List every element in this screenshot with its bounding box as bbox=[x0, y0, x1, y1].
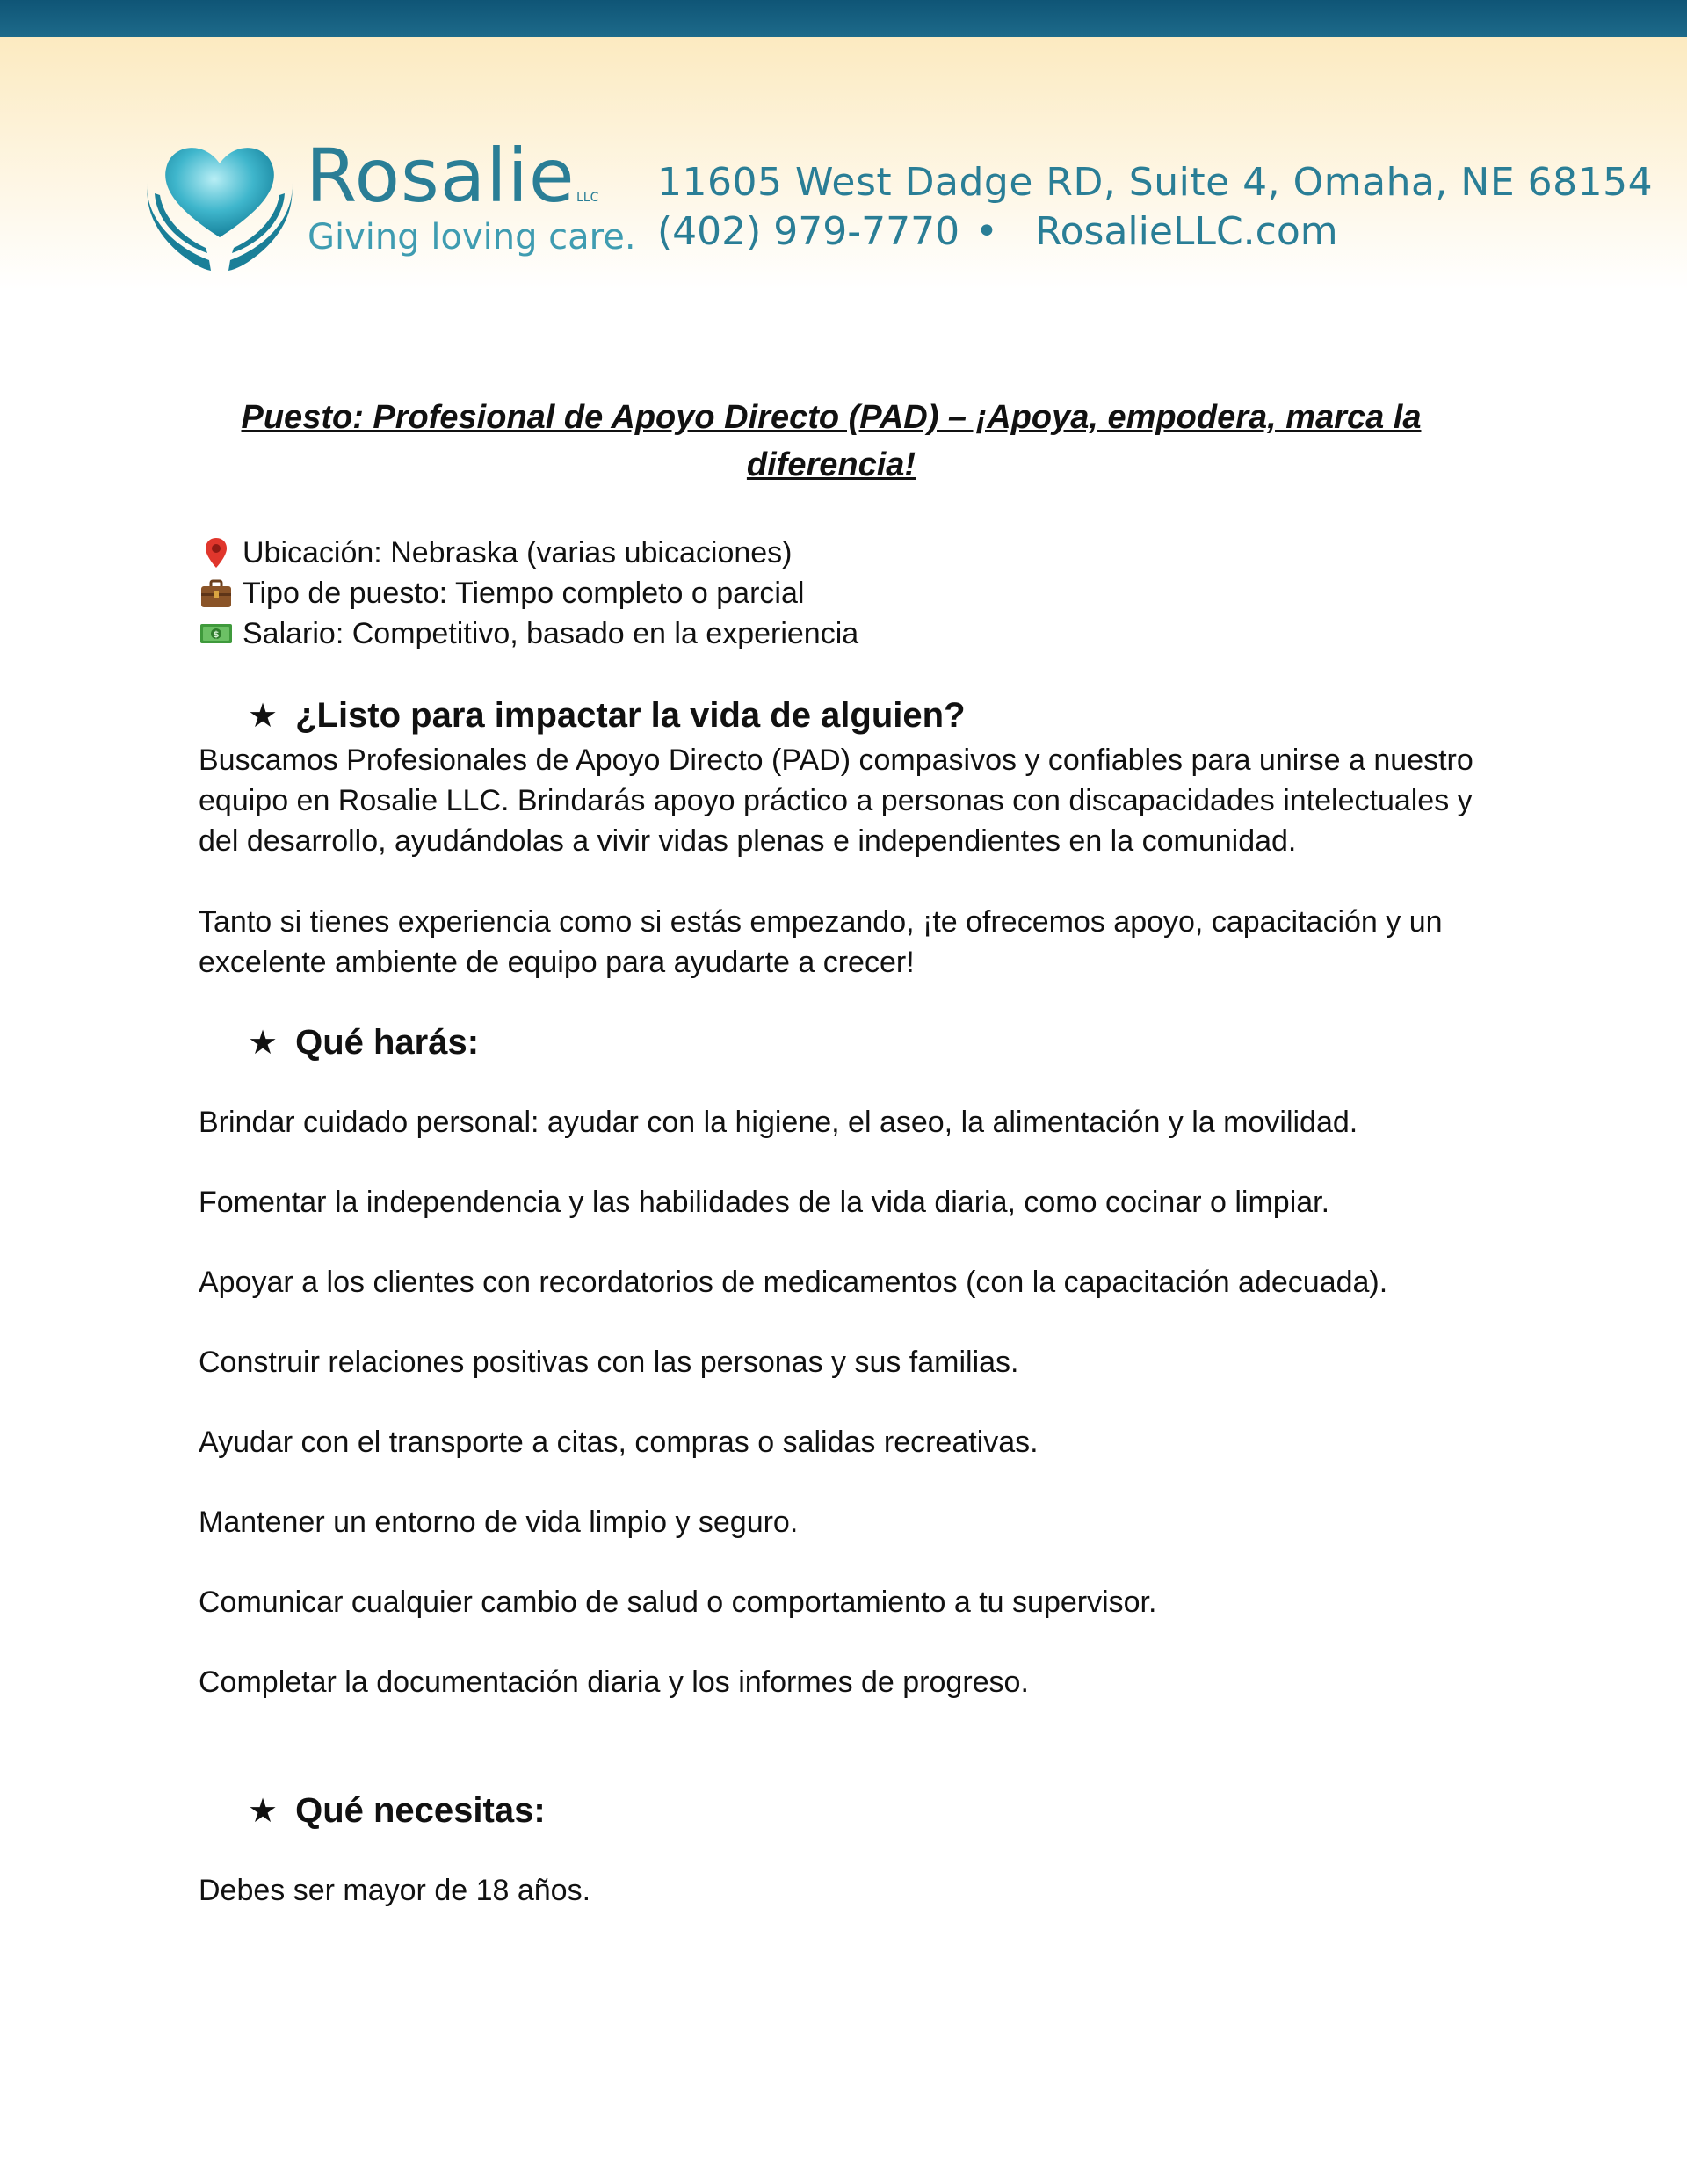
map-pin-icon bbox=[199, 535, 234, 570]
section-heading-intro bbox=[248, 691, 1490, 740]
document-body bbox=[199, 394, 1490, 1911]
list-item: Fomentar la independencia y las habilidades de la vida diaria, como cocinar o limpiar. bbox=[199, 1186, 1330, 1219]
job-meta-list bbox=[199, 533, 1490, 654]
meta-location bbox=[199, 533, 1490, 573]
list-item: Completar la documentación diaria y los informes de progreso. bbox=[199, 1665, 1029, 1699]
list-item: Apoyar a los clientes con recordatorios de medicamentos (con la capacitación adecuada). bbox=[199, 1266, 1388, 1299]
list-item: Comunicar cualquier cambio de salud o comportamiento a tu supervisor. bbox=[199, 1585, 1157, 1619]
money-icon bbox=[199, 616, 234, 651]
contact-website: RosalieLLC.com bbox=[1035, 209, 1338, 254]
brand-block bbox=[306, 132, 636, 264]
duties-list bbox=[199, 1102, 1490, 1702]
list-item: Ayudar con el transporte a citas, compras o salidas recreativas. bbox=[199, 1426, 1039, 1459]
brand-suffix: LLC bbox=[576, 191, 599, 205]
section-heading-duties bbox=[248, 1018, 1490, 1067]
brand-tagline: Giving loving care. bbox=[308, 217, 636, 258]
top-color-bar bbox=[0, 0, 1687, 37]
heart-hands-logo-icon bbox=[141, 132, 299, 272]
star-icon: ★ bbox=[248, 1791, 279, 1830]
list-item: Construir relaciones positivas con las personas y sus familias. bbox=[199, 1346, 1019, 1379]
contact-phone: (402) 979-7770 bbox=[657, 209, 960, 254]
section-heading-requirements-text: Qué necesitas: bbox=[295, 1791, 546, 1830]
contact-address: 11605 West Dadge RD, Suite 4, Omaha, NE 68154 bbox=[657, 160, 1654, 205]
list-item: Brindar cuidado personal: ayudar con la higiene, el aseo, la alimentación y la movilidad. bbox=[199, 1106, 1358, 1139]
list-item: Mantener un entorno de vida limpio y seguro. bbox=[199, 1506, 799, 1539]
list-item: Debes ser mayor de 18 años. bbox=[199, 1874, 591, 1907]
intro-paragraph: Tanto si tienes experiencia como si estás empezando, ¡te ofrecemos apoyo, capacitación y un excelente ambiente de equipo para ayudarte a crecer! bbox=[199, 905, 1443, 979]
brand-name: Rosalie bbox=[306, 133, 576, 219]
intro-paragraph: Buscamos Profesionales de Apoyo Directo (PAD) compasivos y confiables para unirse a nuestro equipo en Rosalie LLC. Brindarás apoyo práctico a personas con discapacidades intelectuales y del desarrollo, ayudándolas a vivir vidas plenas e independientes en la comunidad. bbox=[199, 744, 1473, 858]
contact-block bbox=[657, 156, 1654, 271]
meta-location-text: Ubicación: Nebraska (varias ubicaciones) bbox=[243, 536, 793, 570]
svg-text:$: $ bbox=[213, 630, 220, 640]
section-heading-intro-text: ¿Listo para impactar la vida de alguien? bbox=[295, 696, 966, 735]
star-icon: ★ bbox=[248, 696, 279, 735]
letterhead bbox=[0, 0, 1687, 290]
page-title: Puesto: Profesional de Apoyo Directo (PAD) – ¡Apoya, empodera, marca la diferencia! bbox=[241, 399, 1422, 483]
contact-separator: • bbox=[975, 209, 998, 254]
meta-salary bbox=[199, 613, 1490, 654]
meta-job-type-text: Tipo de puesto: Tiempo completo o parcial bbox=[243, 577, 805, 610]
requirements-list bbox=[199, 1870, 1490, 1911]
meta-salary-text: Salario: Competitivo, basado en la experiencia bbox=[243, 617, 859, 650]
section-heading-requirements bbox=[248, 1786, 1490, 1835]
star-icon: ★ bbox=[248, 1023, 279, 1062]
briefcase-icon bbox=[199, 576, 234, 611]
section-heading-duties-text: Qué harás: bbox=[295, 1023, 480, 1062]
meta-job-type bbox=[199, 573, 1490, 613]
